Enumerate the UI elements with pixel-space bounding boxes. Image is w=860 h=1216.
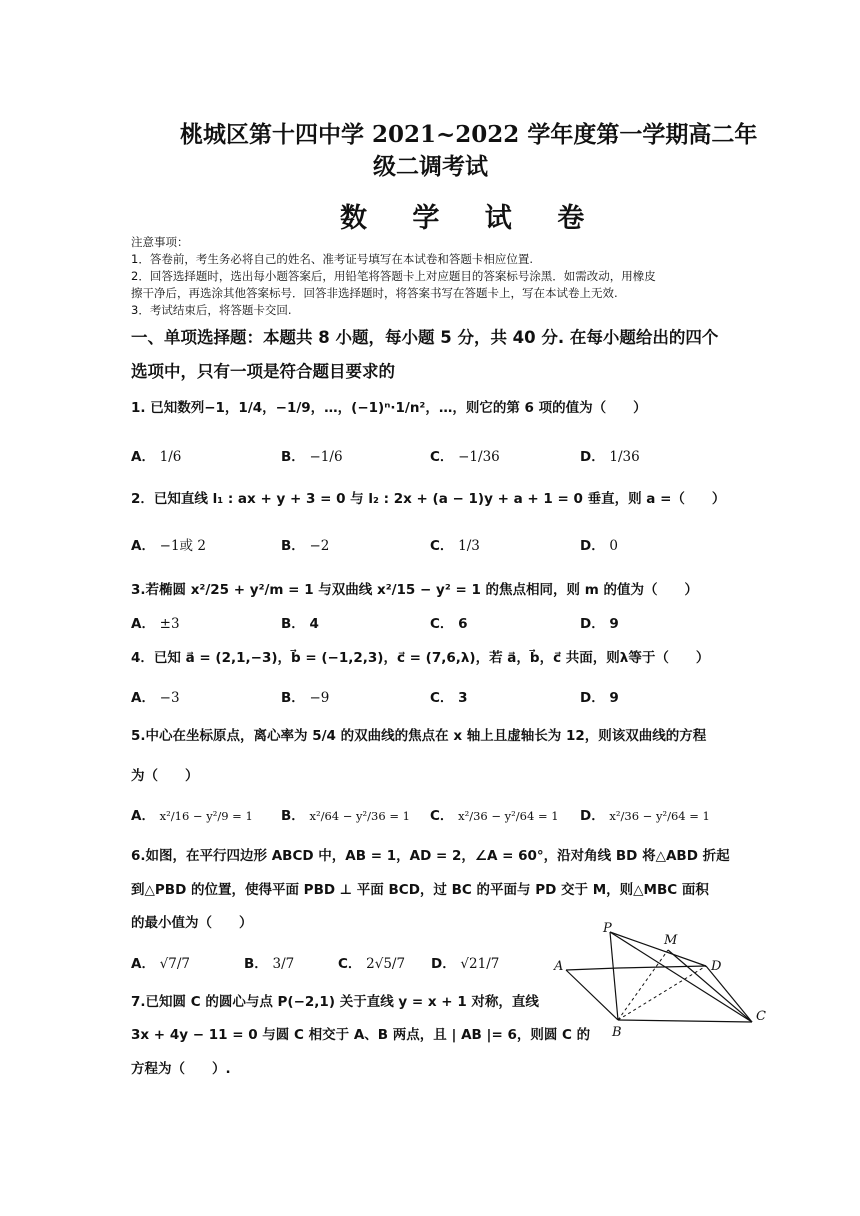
label-a: A [554,959,564,974]
q3-option-b: B． 4 [281,616,319,632]
q4-option-b: B． −9 [281,690,330,706]
q2-option-d: D． 0 [580,538,619,554]
q6-option-a: A． √7/7 [131,956,190,972]
question-7-stem-line2: 3x + 4y − 11 = 0 与圆 C 相交于 A、B 两点，且 | AB |= 6，则圆 C 的 [131,1027,591,1043]
notice-item-4: 3．考试结束后，将答题卡交回. [131,303,292,317]
q6-option-b: B． 3/7 [244,956,295,972]
q6-option-d: D． √21/7 [431,956,500,972]
question-7-stem-line3: 方程为（ ）. [131,1061,231,1077]
notice-item-2: 2．回答选择题时，选出每小题答案后，用铅笔将答题卡上对应题目的答案标号涂黑．如需改动，用橡皮 [131,269,656,283]
q5-option-a: A． x²/16 − y²/9 = 1 [131,808,253,824]
question-6-stem-line3: 的最小值为（ ） [131,915,253,931]
q1-option-d: D． 1/36 [580,449,640,465]
q3-option-c: C． 6 [430,616,468,632]
section-heading-line2: 选项中，只有一项是符合题目要求的 [131,362,395,381]
question-7-stem-line1: 7.已知圆 C 的圆心与点 P(−2,1) 关于直线 y = x + 1 对称，直线 [131,994,539,1010]
label-p: P [603,921,612,936]
q6-option-c: C． 2√5/7 [338,956,406,972]
q4-option-d: D． 9 [580,690,619,706]
section-heading-line1: 一、单项选择题：本题共 8 小题，每小题 5 分，共 40 分. 在每小题给出的四个 [131,328,719,347]
question-1-stem: 1. 已知数列−1，1/4，−1/9，…，(−1)ⁿ·1/n²，…，则它的第 6 项的值为（ ） [131,400,647,416]
question-6-stem-line1: 6.如图，在平行四边形 ABCD 中，AB = 1，AD = 2，∠A = 60°，沿对角线 BD 将△ABD 折起 [131,848,730,864]
q3-option-d: D． 9 [580,616,619,632]
page-title-line1: 桃城区第十四中学 2021~2022 学年度第一学期高二年 [180,121,758,148]
q4-option-a: A． −3 [131,690,180,706]
q2-option-b: B． −2 [281,538,330,554]
q2-option-c: C． 1/3 [430,538,480,554]
q4-option-c: C． 3 [430,690,468,706]
q5-option-c: C． x²/36 − y²/64 = 1 [430,808,559,824]
question-4-stem: 4．已知 a⃗ = (2,1,−3)，b⃗ = (−1,2,3)，c⃗ = (7,6,λ)，若 a⃗，b⃗，c⃗ 共面，则λ等于（ ） [131,650,710,666]
q1-option-c: C． −1/36 [430,449,500,465]
question-2-stem: 2．已知直线 l₁ : ax + y + 3 = 0 与 l₂ : 2x + (a − 1)y + a + 1 = 0 垂直，则 a =（ ） [131,491,726,507]
question-6-stem-line2: 到△PBD 的位置，使得平面 PBD ⊥ 平面 BCD，过 BC 的平面与 PD 交于 M，则△MBC 面积 [131,882,709,898]
page-subtitle: 数 学 试 卷 [340,203,603,234]
label-c: C [756,1009,766,1024]
q5-option-b: B． x²/64 − y²/36 = 1 [281,808,410,824]
notice-item-1: 1．答卷前，考生务必将自己的姓名、准考证号填写在本试卷和答题卡相应位置. [131,252,533,266]
label-d: D [711,959,722,974]
question-5-stem-line1: 5.中心在坐标原点，离心率为 5/4 的双曲线的焦点在 x 轴上且虚轴长为 12，则该双曲线的方程 [131,728,707,744]
q5-option-d: D． x²/36 − y²/64 = 1 [580,808,710,824]
notice-block [131,234,656,319]
page-title-line2: 级二调考试 [373,153,488,180]
label-m: M [664,933,678,948]
q1-option-a: A． 1/6 [131,449,182,465]
notice-item-3: 擦干净后，再选涂其他答案标号．回答非选择题时，将答案书写在答题卡上，写在本试卷上无效. [131,286,618,300]
q3-option-a: A． ±3 [131,616,180,632]
q1-option-b: B． −1/6 [281,449,343,465]
q2-option-a: A． −1或 2 [131,538,206,554]
label-b: B [612,1025,622,1040]
question-5-stem-line2: 为（ ） [131,768,199,784]
notice-heading: 注意事项： [131,235,189,249]
question-3-stem: 3.若椭圆 x²/25 + y²/m = 1 与双曲线 x²/15 − y² = 1 的焦点相同，则 m 的值为（ ） [131,582,699,598]
